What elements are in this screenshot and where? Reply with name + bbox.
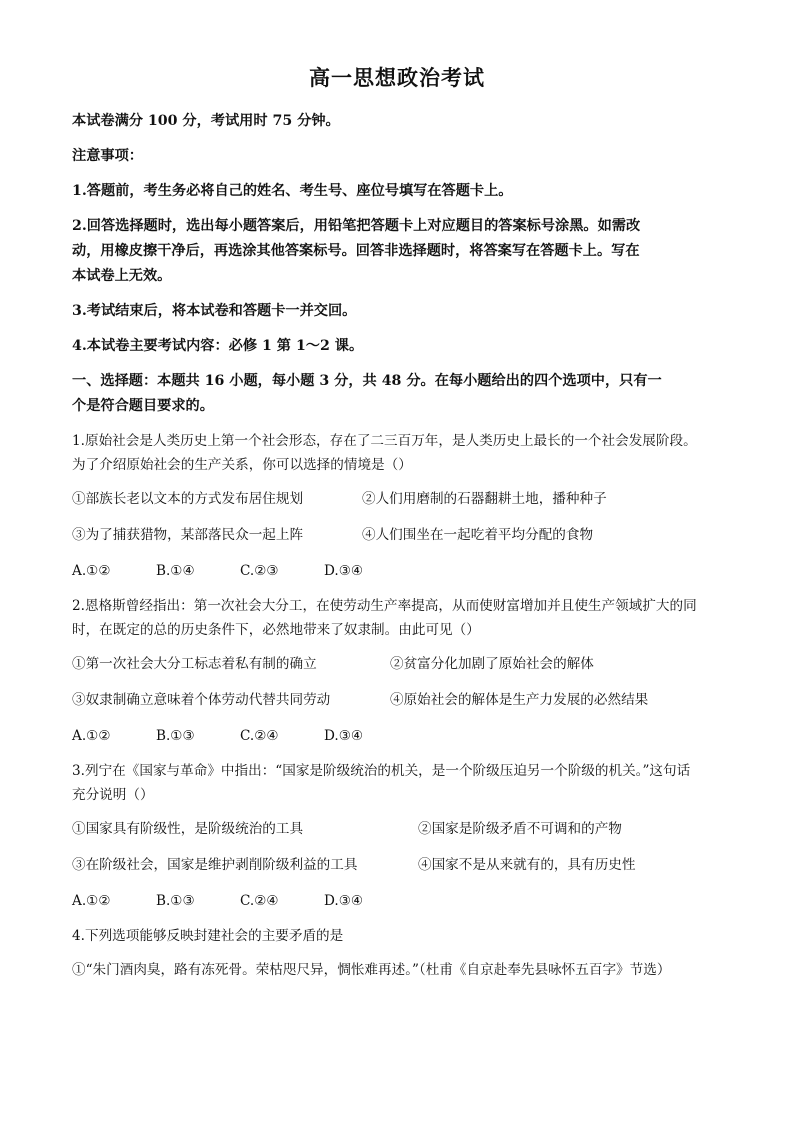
- question-2-statements-row: [72, 688, 722, 712]
- statement-4: ④国家不是从来就有的，具有历史性: [418, 857, 636, 873]
- option-b[interactable]: B.①④: [156, 563, 195, 579]
- option-a[interactable]: A.①②: [72, 728, 111, 744]
- notice-2: [72, 214, 722, 289]
- statement-1: ①国家具有阶级性，是阶级统治的工具: [72, 821, 304, 837]
- statement-4: ④原始社会的解体是生产力发展的必然结果: [390, 692, 649, 708]
- question-4-statement-1: ①“朱门酒肉臭，路有冻死骨。荣枯咫尺异，惆怅难再述。”（杜甫《自京赴奉先县咏怀五百字》节选）: [72, 962, 671, 978]
- section-heading: [72, 369, 722, 419]
- option-c[interactable]: C.②③: [240, 563, 279, 579]
- notice-4: 4.本试卷主要考试内容：必修 1 第 1～2 课。: [72, 338, 364, 354]
- option-b[interactable]: B.①③: [156, 728, 195, 744]
- notice-2-line: 2.回答选择题时，选出每小题答案后，用铅笔把答题卡上对应题目的答案标号涂黑。如需改: [72, 218, 641, 234]
- statement-2: ②贫富分化加剧了原始社会的解体: [390, 656, 594, 672]
- option-d[interactable]: D.③④: [324, 728, 364, 744]
- question-3-statements-row: [72, 817, 722, 841]
- notice-title: 注意事项：: [72, 148, 143, 164]
- statement-2: ②国家是阶级矛盾不可调和的产物: [418, 821, 622, 837]
- question-2-statements-row: [72, 652, 722, 676]
- exam-page: [72, 62, 722, 982]
- notice-1: 1.答题前，考生务必将自己的姓名、考生号、座位号填写在答题卡上。: [72, 183, 513, 199]
- statement-2: ②人们用磨制的石器翻耕土地，播种种子: [362, 491, 607, 507]
- question-stem-line: 1.原始社会是人类历史上第一个社会形态，存在了二三百万年，是人类历史上最长的一个社会发展阶段。: [72, 433, 697, 449]
- option-b[interactable]: B.①③: [156, 893, 195, 909]
- option-c[interactable]: C.②④: [240, 728, 279, 744]
- question-1-stem: [72, 429, 722, 477]
- question-4-stem: 4.下列选项能够反映封建社会的主要矛盾的是: [72, 928, 344, 944]
- question-stem-line: 2.恩格斯曾经指出：第一次社会大分工，在使劳动生产率提高，从而使财富增加并且使生产领域扩大的同: [72, 598, 697, 614]
- section-heading-line: 个是符合题目要求的。: [72, 398, 214, 414]
- question-stem-line: 时，在既定的总的历史条件下，必然地带来了奴隶制。由此可见（）: [72, 622, 480, 638]
- notice-2-line: 动，用橡皮擦干净后，再选涂其他答案标号。回答非选择题时，将答案写在答题卡上。写在: [72, 243, 640, 259]
- question-stem-line: 充分说明（）: [72, 787, 154, 803]
- option-d[interactable]: D.③④: [324, 563, 364, 579]
- notice-2-line: 本试卷上无效。: [72, 268, 172, 284]
- statement-4: ④人们围坐在一起吃着平均分配的食物: [362, 527, 594, 543]
- question-stem-line: 3.列宁在《国家与革命》中指出：“国家是阶级统治的机关，是一个阶级压迫另一个阶级的机关。”这句话: [72, 763, 691, 779]
- statement-3: ③奴隶制确立意味着个体劳动代替共同劳动: [72, 692, 331, 708]
- question-stem-line: 为了介绍原始社会的生产关系，你可以选择的情境是（）: [72, 457, 412, 473]
- page-title: 高一思想政治考试: [309, 65, 485, 90]
- section-heading-line: 一、选择题：本题共 16 小题，每小题 3 分，共 48 分。在每小题给出的四个选项中，只有一: [72, 373, 662, 389]
- question-1-statements-row: [72, 487, 722, 511]
- question-1-statements-row: [72, 523, 722, 547]
- exam-info: 本试卷满分 100 分，考试用时 75 分钟。: [72, 113, 340, 129]
- question-1-options: [72, 559, 722, 583]
- statement-1: ①部族长老以文本的方式发布居住规划: [72, 491, 304, 507]
- statement-3: ③为了捕获猎物，某部落民众一起上阵: [72, 527, 304, 543]
- option-a[interactable]: A.①②: [72, 563, 111, 579]
- question-3-stem: [72, 759, 722, 807]
- statement-1: ①第一次社会大分工标志着私有制的确立: [72, 656, 317, 672]
- statement-3: ③在阶级社会，国家是维护剥削阶级利益的工具: [72, 857, 358, 873]
- option-c[interactable]: C.②④: [240, 893, 279, 909]
- notice-3: 3.考试结束后，将本试卷和答题卡一并交回。: [72, 303, 357, 319]
- question-2-options: [72, 724, 722, 748]
- option-d[interactable]: D.③④: [324, 893, 364, 909]
- question-3-statements-row: [72, 853, 722, 877]
- option-a[interactable]: A.①②: [72, 893, 111, 909]
- question-3-options: [72, 889, 722, 913]
- question-2-stem: [72, 594, 722, 642]
